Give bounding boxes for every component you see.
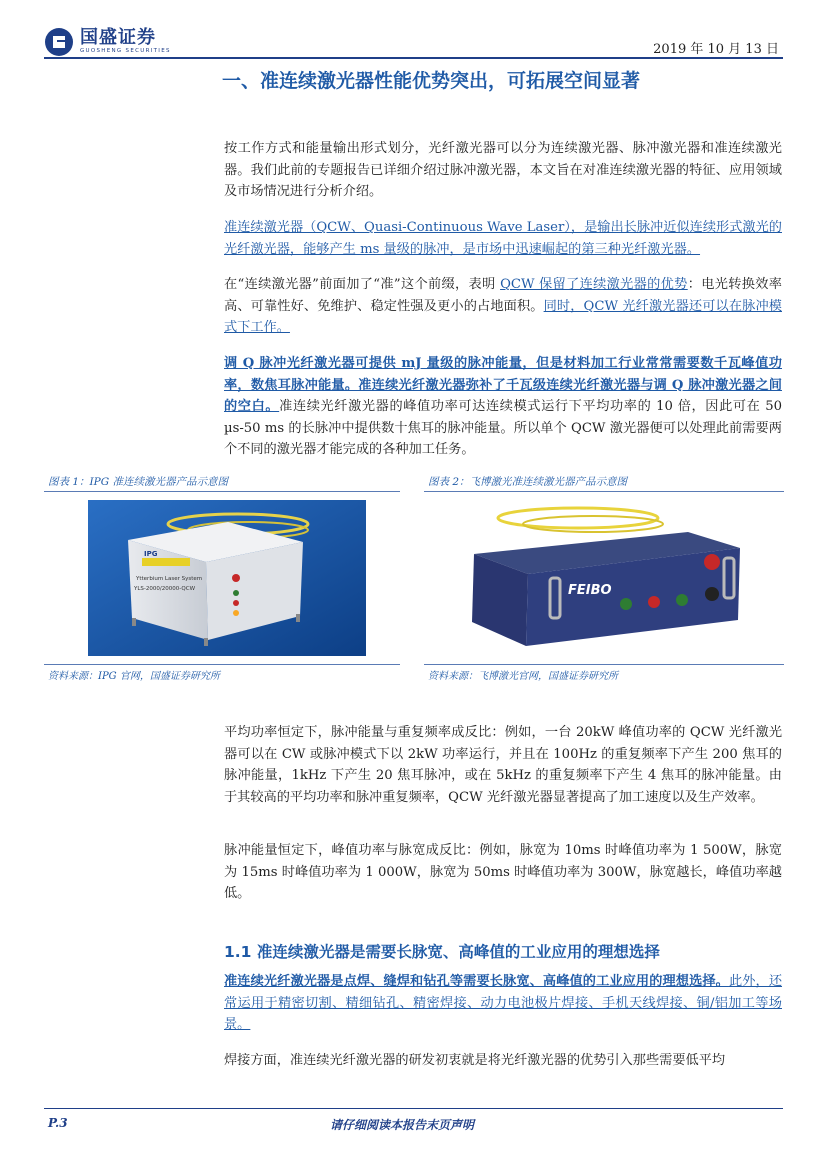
- figure-1-caption: 图表 1：IPG 准连续激光器产品示意图: [48, 476, 228, 488]
- footer-divider: [44, 1108, 783, 1109]
- company-logo: [44, 26, 184, 58]
- paragraph-3-part-b: QCW 保留了连续激光器的优势: [500, 277, 688, 292]
- paragraph-7-text: 此外，还常运用于精密切割、精细钻孔、精密焊接、动力电池极片焊接、手机天线焊接、铜/铝加工等场景。: [224, 974, 783, 1033]
- figure-2-caption: 图表 2：飞博激光准连续激光器产品示意图: [428, 476, 628, 488]
- footer-disclaimer: 请仔细阅读本报告末页声明: [330, 1118, 475, 1132]
- ipg-brand: IPG: [144, 550, 158, 558]
- feibo-laser-illustration: [428, 496, 784, 660]
- paragraph-7-highlight: 准连续光纤激光器是点焊、缝焊和钻孔等需要长脉宽、高峰值的工业应用的理想选择。: [224, 974, 729, 989]
- figure-1-bottom-rule: [44, 664, 400, 665]
- paragraph-7: [224, 971, 782, 1036]
- paragraph-2: [224, 217, 782, 260]
- figure-2-top-rule: [424, 491, 784, 492]
- paragraph-4: [224, 353, 782, 461]
- figure-2-image: [428, 496, 784, 660]
- report-date: 2019 年 10 月 13 日: [653, 42, 779, 57]
- paragraph-3: [224, 274, 782, 339]
- paragraph-8: [224, 1050, 782, 1072]
- paragraph-3-part-a: 在“连续激光器”前面加了“准”这个前缀，表明: [224, 277, 501, 292]
- feibo-brand: FEIBO: [568, 583, 612, 598]
- paragraph-4-text: 准连续光纤激光器的峰值功率可达连续模式运行下平均功率的 10 倍，因此可在 50 µs-50 ms 的长脉冲中提供数十焦耳的脉冲能量。所以单个 QCW 激光器便可以处理此前需要两个不同的激光器才能完成的各种加工任务。: [224, 399, 783, 458]
- logo-text-en: GUOSHENG SECURITIES: [80, 48, 171, 54]
- paragraph-6: [224, 840, 782, 905]
- paragraph-8-text: 焊接方面，准连续光纤激光器的研发初衷就是将光纤激光器的优势引入那些需要低平均: [224, 1053, 726, 1068]
- figure-1-image: [88, 500, 366, 656]
- paragraph-1-text: 按工作方式和能量输出形式划分，光纤激光器可以分为连续激光器、脉冲激光器和准连续激光器。我们此前的专题报告已详细介绍过脉冲激光器，本文旨在对准连续激光器的特征、应用领域及市场情况进行分析介绍。: [224, 141, 782, 200]
- paragraph-2-text: 准连续激光器（QCW、Quasi-Continuous Wave Laser），是输出长脉冲近似连续形式激光的光纤激光器，能够产生 ms 量级的脉冲，是市场中迅速崛起的第三种光纤激光器。: [224, 220, 782, 257]
- header-divider: [44, 57, 783, 59]
- paragraph-3-part-c: ：电光转换效率高、可靠性好、免维护、稳定性强及更小的占地面积。: [224, 277, 782, 314]
- figure-2-bottom-rule: [424, 664, 784, 665]
- figure-1-top-rule: [44, 491, 400, 492]
- ipg-device-label-1: Ytterbium Laser System: [136, 576, 203, 582]
- subsection-title: 1.1 准连续激光器是需要长脉宽、高峰值的工业应用的理想选择: [224, 943, 660, 961]
- ipg-device-label-2: YLS-2000/20000-QCW: [134, 586, 196, 592]
- ipg-laser-illustration: [88, 500, 366, 656]
- paragraph-3-part-d: 同时，QCW 光纤激光器还可以在脉冲模式下工作。: [224, 298, 782, 336]
- paragraph-5: [224, 722, 782, 808]
- logo-text-cn: 国盛证券: [80, 27, 156, 48]
- paragraph-1: [224, 138, 782, 203]
- paragraph-5-text: 平均功率恒定下，脉冲能量与重复频率成反比：例如，一台 20kW 峰值功率的 QCW 光纤激光器可以在 CW 或脉冲模式下以 2kW 功率运行，并且在 100Hz 的重复频率下产生 200 焦耳的脉冲能量，1kHz 下产生 20 焦耳脉冲，或在 5kHz 的重复频率下产生 4 焦耳的脉冲能量。由于其较高的平均功率和脉冲重复频率，QCW 光纤激光器显著提高了加工速度以及生产效率。: [224, 725, 782, 805]
- page-number: P.3: [48, 1116, 68, 1130]
- logo-mark-icon: [44, 27, 74, 57]
- paragraph-4-highlight: 调 Q 脉冲光纤激光器可提供 mJ 量级的脉冲能量，但是材料加工行业常常需要数千瓦峰值功率，数焦耳脉冲能量。准连续光纤激光器弥补了千瓦级连续光纤激光器与调 Q 脉冲激光器之间的空白。: [224, 356, 782, 415]
- figure-1-source: 资料来源：IPG 官网，国盛证券研究所: [48, 671, 220, 682]
- figure-2-source: 资料来源：飞博激光官网，国盛证券研究所: [428, 671, 618, 682]
- section-title: 一、准连续激光器性能优势突出，可拓展空间显著: [222, 70, 641, 92]
- paragraph-6-text: 脉冲能量恒定下，峰值功率与脉宽成反比：例如，脉宽为 10ms 时峰值功率为 1 500W，脉宽为 15ms 时峰值功率为 1 000W，脉宽为 50ms 时峰值功率为 300W，脉宽越长，峰值功率越低。: [224, 843, 782, 902]
